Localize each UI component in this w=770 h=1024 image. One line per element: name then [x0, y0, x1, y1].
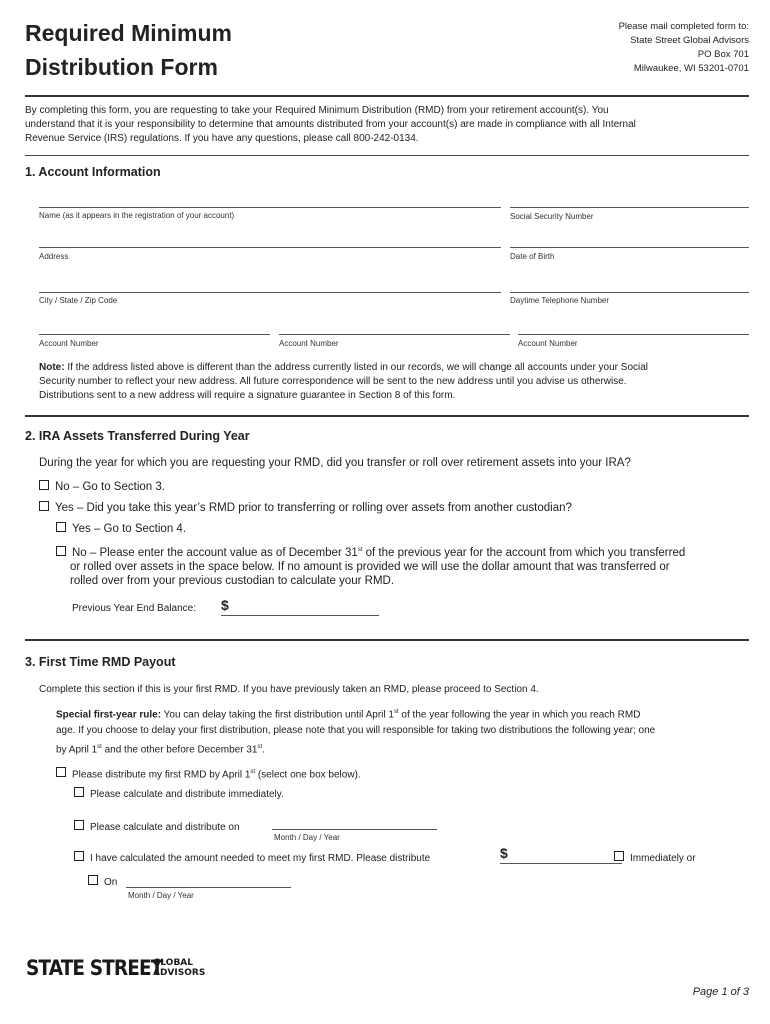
- city-field[interactable]: [39, 292, 501, 293]
- address-note: [39, 361, 759, 403]
- account-number-field-2[interactable]: [279, 334, 510, 335]
- option-on-date-label: Please calculate and distribute on: [90, 822, 240, 833]
- section3-intro: Complete this section if this is your first RMD. If you have previously taken an RMD, please proceed to Section 4.: [39, 684, 539, 695]
- option-april[interactable]: [56, 765, 361, 782]
- logo-sub: [153, 958, 205, 978]
- mail-line-2: State Street Global Advisors: [630, 35, 749, 46]
- balance-label: Previous Year End Balance:: [72, 603, 196, 614]
- name-field[interactable]: [39, 207, 501, 208]
- rule-sup-1: st: [393, 709, 399, 715]
- rule-line-2: age. If you choose to delay your first distribution, please note that you will responsible for taking two distributions the following year; one: [56, 725, 656, 737]
- date-label-1: Month / Day / Year: [274, 833, 340, 842]
- phone-label: Daytime Telephone Number: [510, 296, 610, 305]
- account-number-field-1[interactable]: [39, 334, 270, 335]
- option-yes-transfer[interactable]: [39, 501, 572, 515]
- option-on-date[interactable]: [74, 820, 240, 835]
- logo-sub-2: ADVISORS: [153, 968, 206, 978]
- suboption-no-sup: st: [357, 547, 363, 553]
- date-input-2[interactable]: [126, 887, 291, 888]
- intro-text: [25, 104, 755, 146]
- dob-field[interactable]: [510, 247, 749, 248]
- rule-line-3b: and the other before December 31: [101, 744, 258, 756]
- checkbox-sub-no[interactable]: [56, 546, 66, 556]
- option-on-label: On: [104, 877, 118, 888]
- note-line-2: Security number to reflect your new address. All future correspondence will be sent to the new address until you advise us otherwise.: [39, 376, 627, 387]
- rule-sup-3: st: [257, 744, 263, 751]
- option-no-transfer-label: No – Go to Section 3.: [55, 481, 165, 493]
- rule-sup-2: st: [97, 744, 102, 751]
- address-field[interactable]: [39, 247, 501, 248]
- option-calculated[interactable]: [74, 851, 430, 866]
- balance-input[interactable]: [221, 615, 379, 616]
- account-label-1: Account Number: [39, 339, 99, 348]
- option-immediate[interactable]: [74, 787, 284, 802]
- checkbox-on[interactable]: [88, 875, 98, 885]
- note-line-3: Distributions sent to a new address will require a signature guarantee in Section 8 of this form.: [39, 390, 456, 401]
- option-on[interactable]: [88, 875, 117, 890]
- ssn-field[interactable]: [510, 207, 749, 208]
- option-yes-transfer-label: Yes – Did you take this year’s RMD prior to transferring or rolling over assets from another custodian?: [55, 502, 572, 514]
- logo-main-text: STATE STREET: [26, 956, 163, 980]
- ssn-label: Social Security Number: [510, 212, 594, 221]
- section-divider-1: [25, 155, 749, 156]
- date-label-2: Month / Day / Year: [128, 891, 194, 900]
- header-divider: [25, 95, 749, 97]
- date-input-1[interactable]: [272, 829, 437, 830]
- option-no-transfer[interactable]: [39, 480, 165, 494]
- account-number-field-3[interactable]: [518, 334, 749, 335]
- form-title: [25, 16, 232, 84]
- mail-line-4: Milwaukee, WI 53201-0701: [633, 63, 749, 74]
- name-label: Name (as it appears in the registration of your account): [39, 211, 235, 220]
- mail-line-3: PO Box 701: [697, 49, 749, 60]
- logo-sub-1: GLOBAL: [153, 958, 194, 968]
- suboption-yes[interactable]: [56, 522, 186, 536]
- dob-label: Date of Birth: [510, 252, 555, 261]
- checkbox-calculated[interactable]: [74, 851, 84, 861]
- option-april-text-b: (select one box below).: [255, 769, 361, 781]
- suboption-yes-label: Yes – Go to Section 4.: [72, 523, 187, 535]
- note-line-1: If the address listed above is different than the address currently listed in our records, we will change all accounts under your Social: [64, 362, 649, 373]
- rule-line-3c: .: [262, 744, 265, 756]
- intro-line-3: Revenue Service (IRS) regulations. If you have any questions, please call 800-242-0134.: [25, 133, 419, 144]
- section3-heading: 3. First Time RMD Payout: [25, 655, 176, 669]
- amount-dollar-sign: $: [500, 845, 508, 861]
- section1-heading: 1. Account Information: [25, 165, 161, 179]
- rule-line-3a: by April 1: [56, 744, 98, 756]
- note-label: Note:: [39, 362, 65, 373]
- phone-field[interactable]: [510, 292, 749, 293]
- page-number: Page 1 of 3: [692, 986, 749, 998]
- checkbox-sub-yes[interactable]: [56, 522, 66, 532]
- mail-line-1: Please mail completed form to:: [618, 21, 749, 32]
- option-immediately[interactable]: [614, 851, 696, 866]
- rule-line-1b: of the year following the year in which you reach RMD: [398, 709, 641, 721]
- option-april-text-a: Please distribute my first RMD by April 1: [72, 769, 251, 781]
- balance-dollar-sign: $: [221, 597, 229, 613]
- suboption-no-line-2: or rolled over assets in the space below. If no amount is provided we will use the dollar amount that was transferred or: [70, 560, 670, 573]
- checkbox-on-date[interactable]: [74, 820, 84, 830]
- section-divider-2: [25, 415, 749, 417]
- amount-input[interactable]: [500, 863, 622, 864]
- section2-heading: 2. IRA Assets Transferred During Year: [25, 429, 250, 443]
- suboption-no[interactable]: [56, 543, 756, 588]
- mailing-address: [619, 20, 749, 76]
- special-rule: [56, 705, 756, 758]
- suboption-no-text-a: No – Please enter the account value as of December 31: [72, 546, 358, 559]
- checkbox-immediately[interactable]: [614, 851, 624, 861]
- checkbox-immediate[interactable]: [74, 787, 84, 797]
- intro-line-1: By completing this form, you are requesting to take your Required Minimum Distribution (RMD) from your retirement account(s). You: [25, 105, 609, 116]
- title-line-1: Required Minimum: [25, 20, 233, 46]
- option-calculated-label: I have calculated the amount needed to meet my first RMD. Please distribute: [90, 853, 431, 864]
- option-april-sup: st: [250, 769, 256, 775]
- section-divider-3: [25, 639, 749, 641]
- checkbox-no-transfer[interactable]: [39, 480, 49, 490]
- account-label-2: Account Number: [279, 339, 339, 348]
- ira-question: During the year for which you are requesting your RMD, did you transfer or roll over retirement assets into your IRA?: [39, 457, 631, 469]
- option-immediate-label: Please calculate and distribute immediately.: [90, 789, 284, 800]
- special-rule-label: Special first-year rule:: [56, 709, 162, 721]
- checkbox-april[interactable]: [56, 767, 66, 777]
- city-label: City / State / Zip Code: [39, 296, 118, 305]
- intro-line-2: understand that it is your responsibility to determine that amounts distributed from your account(s) are made in compliance with all Internal: [25, 119, 636, 130]
- suboption-no-line-3: rolled over from your previous custodian to calculate your RMD.: [70, 574, 395, 587]
- suboption-no-text-b: of the previous year for the account from which you transferred: [362, 546, 686, 559]
- rule-line-1a: You can delay taking the first distribution until April 1: [161, 709, 394, 721]
- checkbox-yes-transfer[interactable]: [39, 501, 49, 511]
- account-label-3: Account Number: [518, 339, 578, 348]
- title-line-2: Distribution Form: [25, 54, 218, 80]
- address-label: Address: [39, 252, 69, 261]
- option-immediately-label: Immediately or: [630, 853, 696, 864]
